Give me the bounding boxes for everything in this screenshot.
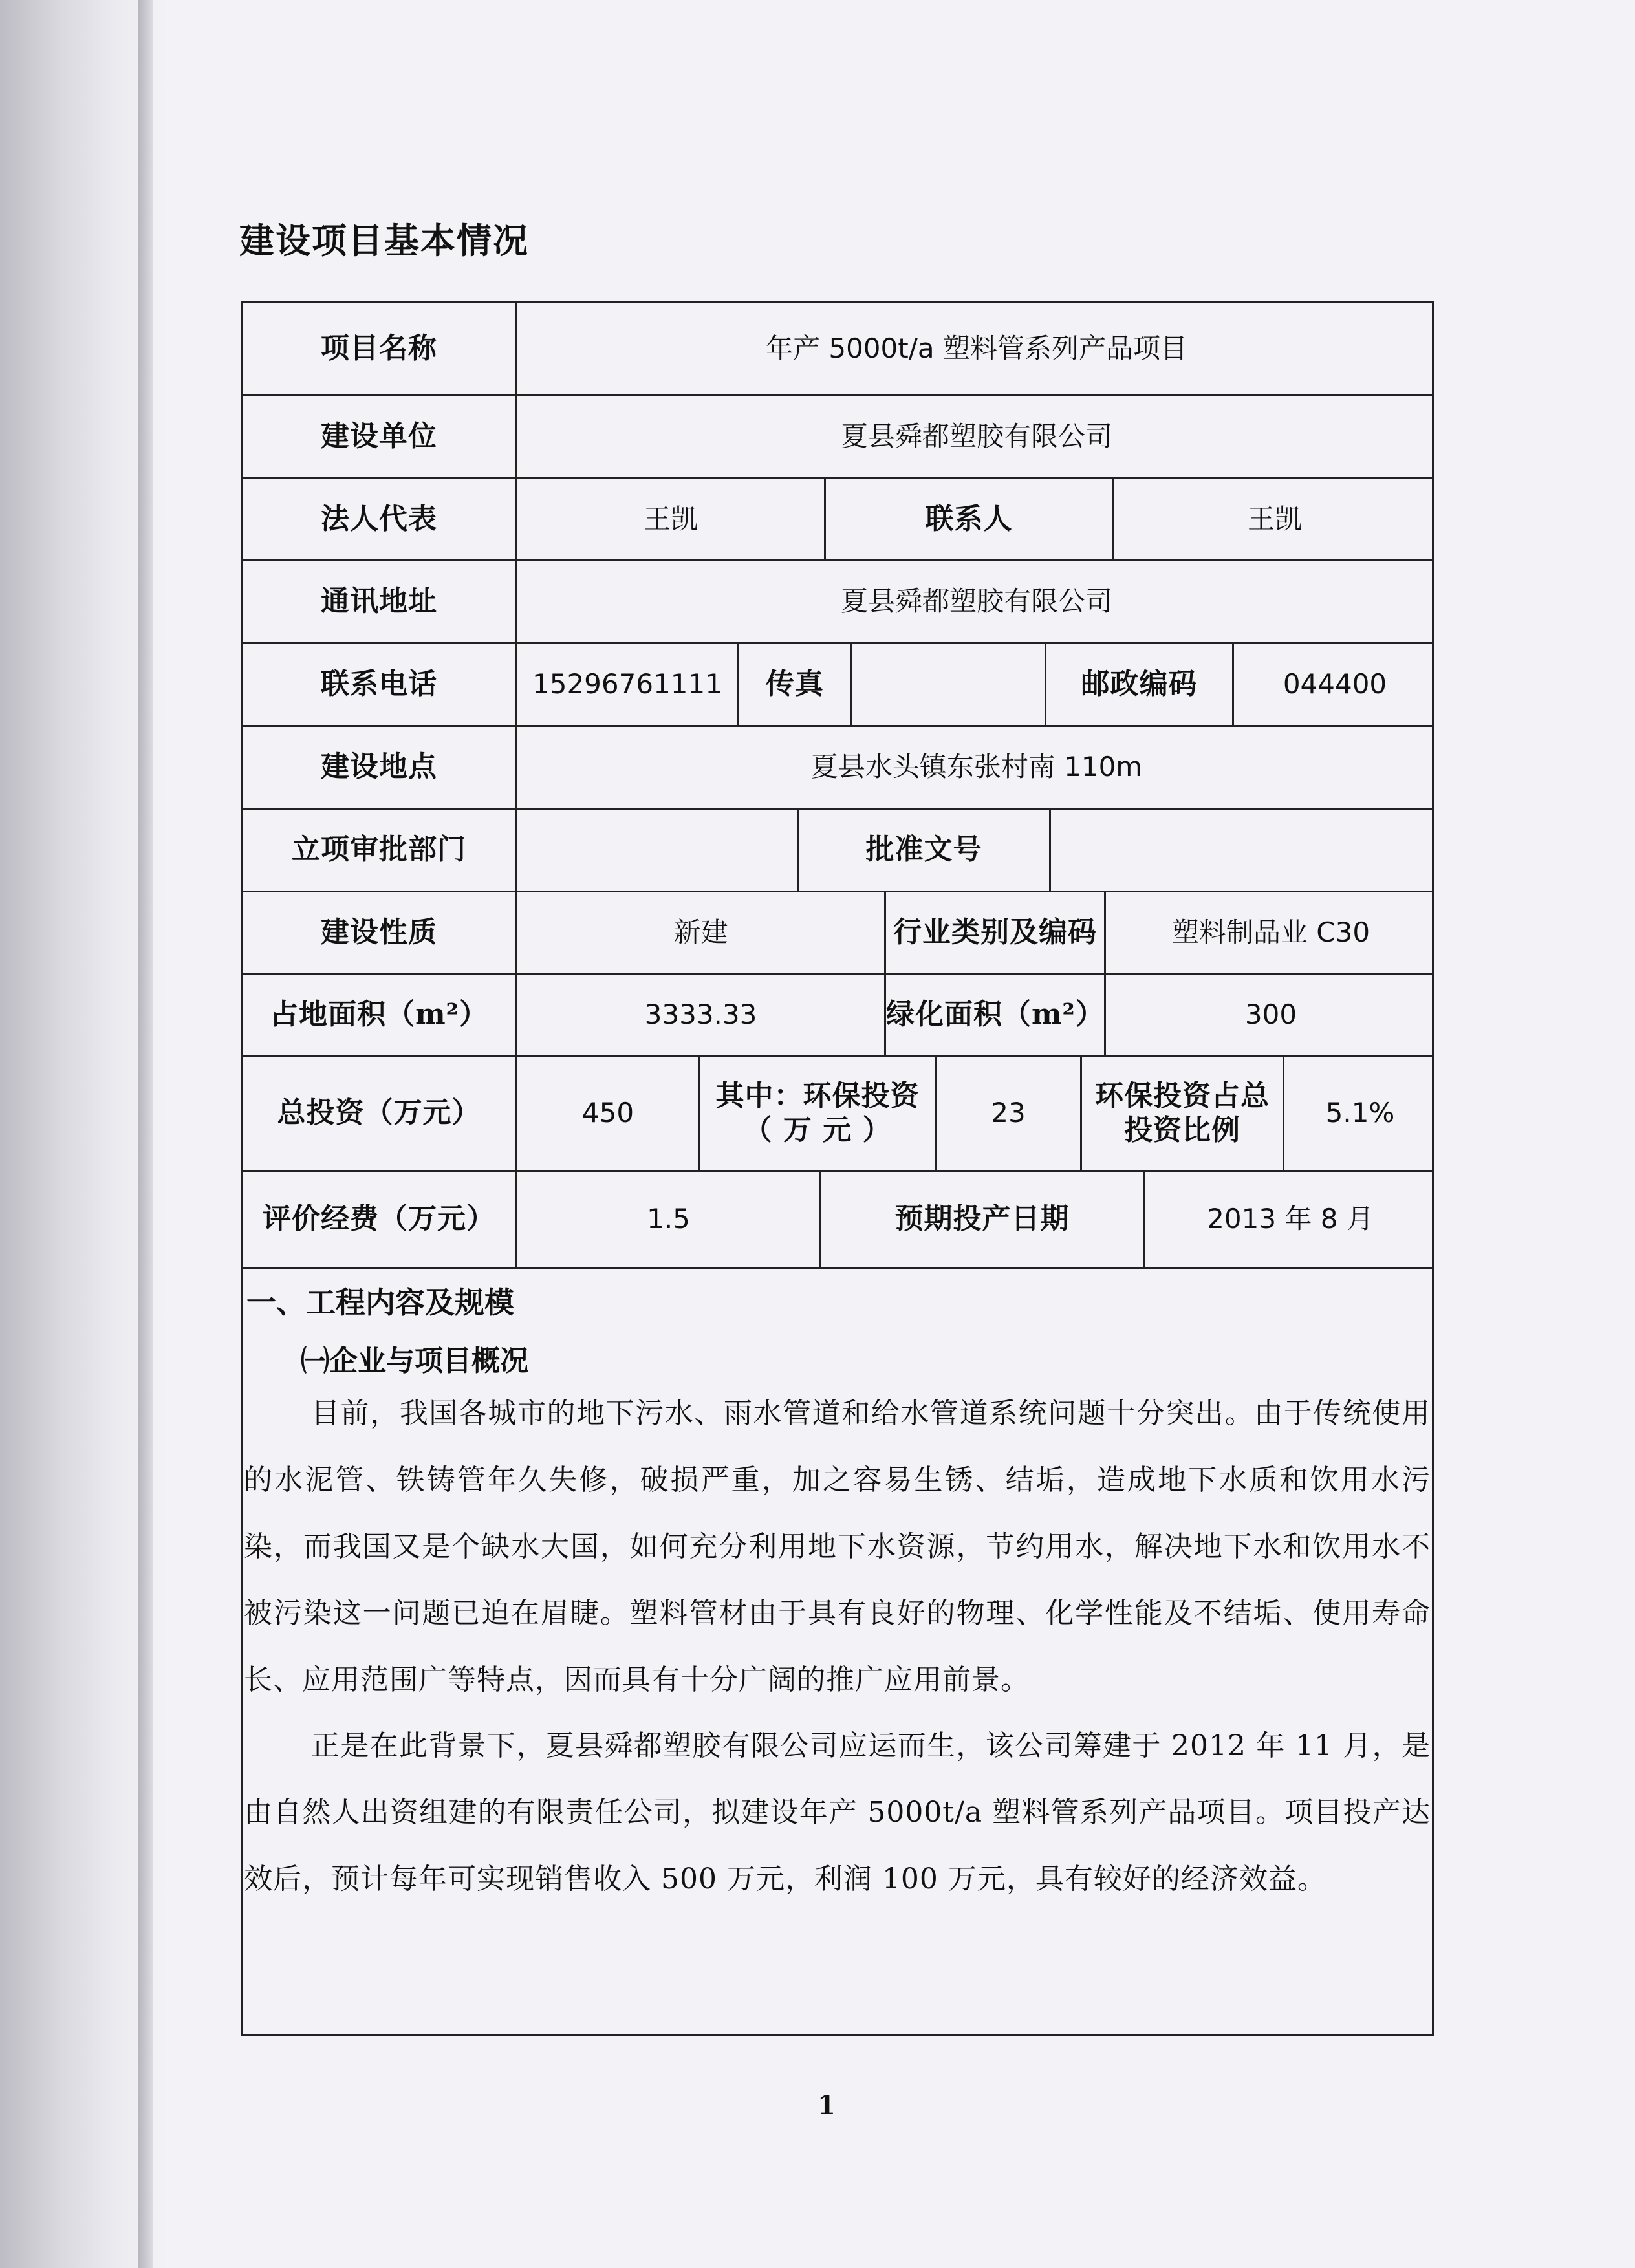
value-project-name: 年产 5000t/a 塑料管系列产品项目 bbox=[766, 332, 1187, 364]
row-area bbox=[243, 975, 1432, 1057]
value-approval-dept bbox=[517, 810, 799, 891]
value-legal-rep: 王凯 bbox=[517, 479, 826, 559]
label-postcode: 邮政编码 bbox=[1046, 644, 1234, 725]
label-env-ratio-line2: 投资比例 bbox=[1124, 1113, 1240, 1147]
row-nature bbox=[243, 892, 1432, 975]
value-env-ratio: 5.1% bbox=[1325, 1097, 1395, 1129]
value-green-area: 300 bbox=[1244, 998, 1297, 1030]
value-start-date: 2013 年 8 月 bbox=[1207, 1203, 1374, 1235]
label-address: 通讯地址 bbox=[243, 561, 517, 642]
label-approval-no: 批准文号 bbox=[799, 810, 1051, 891]
row-phone bbox=[243, 644, 1432, 727]
label-investment: 总投资（万元） bbox=[243, 1057, 517, 1170]
label-unit: 建设单位 bbox=[243, 396, 517, 477]
value-postcode: 044400 bbox=[1283, 668, 1387, 700]
label-env-investment-line2: （ 万 元 ） bbox=[743, 1113, 892, 1147]
paragraph-company: 正是在此背景下，夏县舜都塑胶有限公司应运而生，该公司筹建于 2012 年 11 月，是由自然人出资组建的有限责任公司，拟建设年产 5000t/a 塑料管系列产品项目。项目投产达效后，预计每年可实现销售收入 500 万元，利润 100 万元，具有较好的经济效益。 bbox=[244, 1729, 1431, 1895]
value-address: 夏县舜都塑胶有限公司 bbox=[840, 585, 1112, 618]
paragraph-background: 目前，我国各城市的地下污水、雨水管道和给水管道系统问题十分突出。由于传统使用的水泥管、铁铸管年久失修，破损严重，加之容易生锈、结垢，造成地下水质和饮用水污染，而我国又是个缺水大国，如何充分利用地下水资源，节约用水，解决地下水和饮用水不被污染这一问题已迫在眉睫。塑料管材由于具有良好的物理、化学性能及不结垢、使用寿命长、应用范围广等特点，因而具有十分广阔的推广应用前景。 bbox=[244, 1397, 1431, 1696]
label-start-date: 预期投产日期 bbox=[821, 1172, 1145, 1267]
value-env-investment: 23 bbox=[937, 1057, 1082, 1170]
row-site bbox=[243, 727, 1432, 810]
label-legal-rep: 法人代表 bbox=[243, 479, 517, 559]
value-phone: 15296761111 bbox=[517, 644, 739, 725]
label-eval-fee: 评价经费（万元） bbox=[243, 1172, 517, 1267]
label-site: 建设地点 bbox=[243, 727, 517, 808]
label-industry: 行业类别及编码 bbox=[886, 892, 1106, 973]
row-approval bbox=[243, 810, 1432, 892]
value-industry: 塑料制品业 C30 bbox=[1171, 916, 1370, 948]
row-investment bbox=[243, 1057, 1432, 1172]
label-env-ratio-line1: 环保投资占总 bbox=[1095, 1079, 1270, 1112]
row-legal-rep bbox=[243, 479, 1432, 561]
value-fax bbox=[852, 644, 1046, 725]
binding-spine bbox=[138, 0, 153, 2268]
label-green-area: 绿化面积（m²） bbox=[886, 975, 1106, 1055]
row-unit bbox=[243, 396, 1432, 479]
label-fax: 传真 bbox=[739, 644, 852, 725]
section-title-engineering: 一、工程内容及规模 bbox=[246, 1285, 514, 1320]
page-number: 1 bbox=[817, 2090, 836, 2121]
project-info-form bbox=[241, 301, 1434, 2036]
row-project-name bbox=[243, 303, 1432, 396]
label-phone: 联系电话 bbox=[243, 644, 517, 725]
value-site: 夏县水头镇东张村南 110m bbox=[810, 751, 1143, 783]
label-approval-dept: 立项审批部门 bbox=[243, 810, 517, 891]
value-unit: 夏县舜都塑胶有限公司 bbox=[840, 420, 1112, 453]
row-address bbox=[243, 561, 1432, 644]
row-eval-fee bbox=[243, 1172, 1432, 1269]
value-contact: 王凯 bbox=[1247, 502, 1302, 535]
label-env-investment bbox=[700, 1057, 937, 1170]
value-investment: 450 bbox=[517, 1057, 700, 1170]
label-env-investment-line1: 其中：环保投资 bbox=[715, 1079, 920, 1112]
value-area: 3333.33 bbox=[517, 975, 886, 1055]
label-area: 占地面积（m²） bbox=[243, 975, 517, 1055]
value-approval-no bbox=[1051, 810, 1436, 891]
value-eval-fee: 1.5 bbox=[517, 1172, 821, 1267]
label-project-name: 项目名称 bbox=[243, 303, 517, 394]
value-nature: 新建 bbox=[517, 892, 886, 973]
page-heading: 建设项目基本情况 bbox=[239, 220, 529, 261]
section-title-overview: ㈠企业与项目概况 bbox=[301, 1345, 528, 1377]
label-env-ratio bbox=[1082, 1057, 1284, 1170]
label-nature: 建设性质 bbox=[243, 892, 517, 973]
label-contact: 联系人 bbox=[826, 479, 1114, 559]
